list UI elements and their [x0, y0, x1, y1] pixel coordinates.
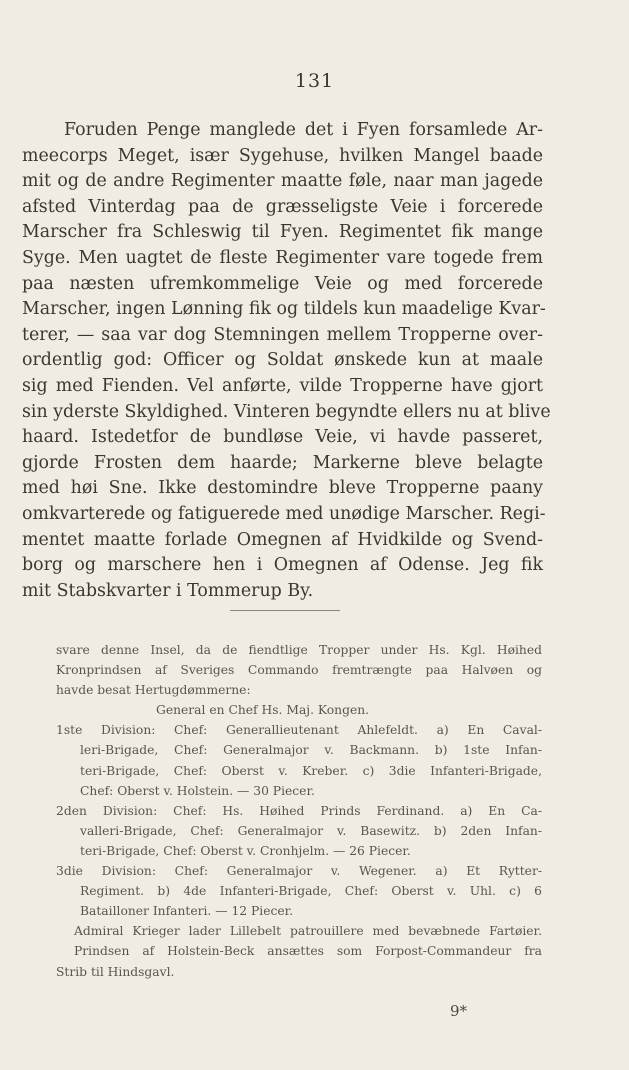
footnote-line: Admiral Krieger lader Lillebelt patrouillere med bevæbnede Fartøier.	[74, 924, 542, 939]
footnote-separator	[230, 610, 340, 611]
footnote-line: Prindsen af Holstein-Beck ansættes som Forpost-Commandeur fra	[74, 944, 542, 959]
text-line: borg og marschere hen i Omegnen af Odense. Jeg fik	[22, 555, 543, 576]
text-line: Marscher, ingen Lønning fik og tildels kun maadelige Kvar-	[22, 299, 546, 320]
text-line: med høi Sne. Ikke destomindre bleve Tropperne paany	[22, 478, 543, 499]
footnote-line: Strib til Hindsgavl.	[56, 964, 175, 979]
text-line: gjorde Frosten dem haarde; Markerne bleve belagte	[22, 452, 543, 473]
signature-mark: 9*	[450, 1002, 468, 1020]
text-line: sig med Fienden. Vel anførte, vilde Tropperne have gjort	[22, 375, 543, 396]
footnote-line: Chef: Oberst v. Holstein. — 30 Piecer.	[80, 783, 315, 798]
footnote-line: Bataillоner Infanteri. — 12 Piecer.	[80, 904, 294, 919]
footnote-line: Kronprindsen af Sveriges Commando fremtrængte paa Halvøen og	[56, 663, 542, 678]
main-text-block	[22, 118, 551, 604]
text-line: mentet maatte forlade Omegnen af Hvidkilde og Svend-	[22, 529, 543, 550]
text-line: Syge. Men uagtet de fleste Regimenter vare togede frem	[22, 247, 543, 268]
text-line: terer, — saa var dog Stemningen mellem Tropperne over-	[22, 324, 543, 345]
text-line: paa næsten ufremkommelige Veie og med forcerede	[22, 273, 543, 294]
footnote-line: svare denne Insel, da de fiendtlige Tropper under Hs. Kgl. Høihed	[56, 643, 542, 657]
footnote-line: 2den Division: Chef: Hs. Høihed Prinds Ferdinand. a) En Ca-	[56, 803, 542, 818]
text-line: Foruden Penge manglede det i Fyen forsamlede Ar-	[64, 120, 543, 140]
footnote-line: Regiment. b) 4de Infanteri-Brigade, Chef: Oberst v. Uhl. c) 6	[80, 884, 542, 899]
page-number: 131	[294, 70, 335, 92]
footnote-line: valleri-Brigade, Chef: Generalmajor v. Basewitz. b) 2den Infan-	[80, 823, 542, 838]
footnote-line: 1ste Division: Chef: Generallieutenant Ahlefeldt. a) En Caval-	[56, 723, 542, 738]
text-line: afsted Vinterdag paa de græsseligste Veie i forcerede	[22, 196, 543, 217]
footnote-line: leri-Brigade, Chef: Generalmajor v. Backmann. b) 1ste Infan-	[80, 743, 542, 758]
text-line: omkvarterede og fatiguerede med unødige Marscher. Regi-	[22, 503, 546, 524]
text-line: mit Stabskvarter i Tommerup By.	[22, 580, 314, 601]
footnote-line: havde besat Hertugdømmerne:	[56, 683, 251, 698]
footnote-line: 3die Division: Chef: Generalmajor v. Wegener. a) Et Rytter-	[56, 864, 542, 879]
footnote-line: teri-Brigade, Chef: Oberst v. Cronhjelm. — 26 Piecer.	[80, 843, 411, 858]
text-line: Marscher fra Schleswig til Fyen. Regimentet fik mange	[22, 222, 543, 243]
text-line: sin yderste Skyldighed. Vinteren begyndte ellers nu at blive	[22, 401, 551, 422]
footnote-line: teri-Brigade, Chef: Oberst v. Kreber. c) 3die Infanteri-Brigade,	[80, 763, 542, 778]
text-line: meecorps Meget, især Sygehuse, hvilken Mangel baade	[22, 145, 543, 166]
footnote-block	[56, 640, 542, 982]
text-line: ordentlig god: Officer og Soldat ønskede kun at maale	[22, 350, 543, 371]
text-line: mit og de andre Regimenter maatte føle, naar man jagede	[22, 171, 543, 192]
footnote-line: General en Chef Hs. Maj. Kongen.	[156, 703, 370, 718]
text-line: haard. Istedetfor de bundløse Veie, vi havde passeret,	[22, 427, 543, 448]
